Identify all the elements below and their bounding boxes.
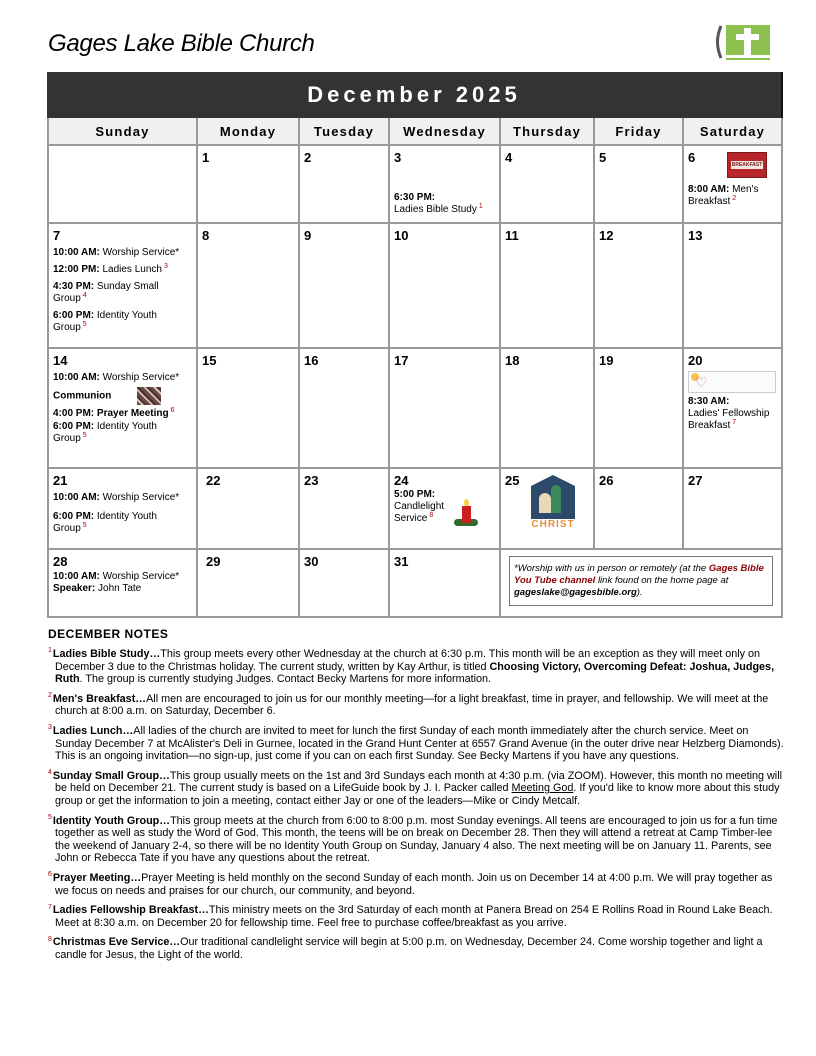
note-number: 1: [48, 647, 52, 655]
event-title: Worship Service*: [102, 372, 180, 383]
day-number: 10: [394, 228, 409, 243]
note-number: 5: [48, 813, 52, 821]
day-number: 5: [599, 150, 607, 165]
day-number: 15: [202, 353, 217, 368]
day-number: 20: [688, 353, 703, 368]
event-title: Prayer Meeting: [96, 408, 169, 419]
day-number: 26: [599, 473, 614, 488]
note-item: [48, 904, 788, 929]
event-title: Ladies Bible Study: [394, 204, 477, 215]
day-number: 17: [394, 353, 409, 368]
event: [53, 492, 192, 504]
day-number: 23: [304, 473, 319, 488]
event-time: 12:00 PM:: [53, 264, 100, 275]
event: [53, 511, 192, 535]
day-cell: [197, 468, 299, 549]
day-number: 27: [688, 473, 703, 488]
day-cell-empty: [48, 145, 197, 223]
event-title: Identity Youth Group: [53, 511, 157, 534]
event-title: Men's Breakfast: [688, 184, 759, 207]
note-item: [48, 693, 788, 718]
event-time: 6:00 PM:: [53, 511, 95, 522]
weekday-thursday: Thursday: [500, 118, 594, 145]
day-cell: [48, 468, 197, 549]
day-cell: [389, 468, 500, 549]
day-number: 6: [688, 150, 696, 165]
note-text: This group usually meets on the 1st and 3rd Sundays each month at 4:30 p.m. (via ZOOM). However, this month no meeting will be held on December 21. The current study is based on a LifeGuide book by J. I. Packer called: [55, 769, 783, 795]
event: [53, 571, 192, 583]
event: [53, 387, 192, 405]
footnote-ref: 4: [82, 291, 87, 299]
note-title: Ladies Bible Study…: [52, 648, 161, 660]
day-cell: [299, 145, 389, 223]
footnote-ref: 5: [82, 521, 87, 529]
day-cell: [389, 348, 500, 468]
event: [53, 372, 192, 384]
ladies-breakfast-image: [688, 371, 776, 393]
worship-note-text: *Worship with us in person or remotely (at the: [514, 563, 707, 574]
heart-icon: ♡: [695, 374, 708, 390]
event-time: 4:00 PM:: [53, 408, 95, 419]
weekday-sunday: Sunday: [48, 118, 197, 145]
footnote-ref: 1: [478, 202, 483, 210]
day-number: 14: [53, 353, 68, 368]
note-item: [48, 725, 788, 763]
event: [53, 421, 192, 445]
day-number: 24: [394, 473, 409, 488]
day-cell: [197, 549, 299, 617]
footnote-ref: 3: [163, 262, 168, 270]
day-cell: [500, 145, 594, 223]
worship-note-text: link found on the home page at: [597, 575, 729, 586]
day-number: 12: [599, 228, 614, 243]
nativity-image: [527, 475, 579, 535]
day-cell: [500, 468, 594, 549]
day-cell: [594, 348, 683, 468]
note-title: Christmas Eve Service…: [52, 936, 181, 949]
day-number: 16: [304, 353, 319, 368]
weekday-wednesday: Wednesday: [389, 118, 500, 145]
note-text: Prayer Meeting is held monthly on the second Sunday of each month. Join us on December 14 at 4:00 p.m. We will pray together as we focus on needs and praises for our church, our community, and beyond.: [55, 871, 773, 897]
nativity-image-label: CHRIST: [531, 519, 575, 530]
note-title: Ladies Fellowship Breakfast…: [52, 904, 209, 917]
note-text: All ladies of the church are invited to meet for lunch the first Sunday of each month immediately after the church service. Meet on Sunday December 7 at McAlister's Deli in Gurnee, located in the Grand Hunt Center at 6557 Grand Avenue (in the outer drive near Helzberg Diamonds). This is an ongoing invitation—no sign-up, just come if you can on each first Sunday. See Becky Martens if you have any questions.: [55, 724, 784, 763]
event-time: 6:00 PM:: [53, 310, 95, 321]
event-title: Ladies Lunch: [102, 264, 162, 275]
note-number: 4: [48, 769, 52, 777]
event: [53, 281, 192, 305]
candle-icon: [454, 499, 478, 531]
day-number: 31: [394, 554, 409, 569]
week-row: [48, 549, 782, 617]
event-time: 8:00 AM:: [688, 184, 730, 195]
event-title: Worship Service*: [102, 247, 180, 258]
note-text: Our traditional candlelight service will begin at 5:00 p.m. on Wednesday, December 24. Come worship together and light a candle for Jesus, the Light of the world.: [55, 936, 763, 961]
communion-image: [137, 387, 161, 405]
footnote-ref: 8: [429, 511, 434, 519]
event-time: 10:00 AM:: [53, 372, 100, 383]
day-cell: [299, 468, 389, 549]
weekday-tuesday: Tuesday: [299, 118, 389, 145]
day-cell: [594, 223, 683, 348]
day-number: 3: [394, 150, 402, 165]
event-time: 6:00 PM:: [53, 421, 95, 432]
event-title: Worship Service*: [102, 492, 180, 503]
email-link[interactable]: gageslake@gagesbible.org: [514, 587, 637, 598]
day-number: 21: [53, 473, 68, 488]
day-number: 7: [53, 228, 61, 243]
event-time: 6:30 PM:: [394, 192, 436, 203]
day-number: 18: [505, 353, 520, 368]
event-time: 5:00 PM:: [394, 489, 436, 500]
day-cell: [594, 145, 683, 223]
speaker-name: John Tate: [98, 583, 142, 594]
communion-label: Communion: [53, 390, 112, 402]
youtube-channel-link[interactable]: Gages Bible You Tube channel: [514, 563, 764, 586]
day-number: 8: [202, 228, 210, 243]
day-cell: [48, 549, 197, 617]
day-number: 22: [206, 473, 221, 488]
day-cell: [299, 223, 389, 348]
note-title: Sunday Small Group…: [52, 769, 170, 782]
event: [394, 489, 458, 525]
day-number: 28: [53, 554, 68, 569]
book-title: Choosing Victory, Overcoming Defeat: Joshua, Judges, Ruth: [55, 660, 775, 686]
footnote-ref: 6: [170, 406, 175, 414]
day-cell: [683, 223, 782, 348]
worship-note: [509, 556, 773, 606]
speaker: [53, 583, 192, 595]
day-cell: [197, 348, 299, 468]
note-number: 3: [48, 724, 52, 732]
weekday-friday: Friday: [594, 118, 683, 145]
note-number: 2: [48, 692, 52, 700]
note-number: 6: [48, 871, 52, 879]
day-number: 9: [304, 228, 312, 243]
day-number: 4: [505, 150, 513, 165]
day-number: 29: [206, 554, 221, 569]
note-item: [48, 648, 788, 686]
note-text: This ministry meets on the 3rd Saturday of each month at Panera Bread on 254 E Rollins Road in Round Lake Beach. Meet at 8:30 a.m. on December 20 for fellowship time. Feel free to purchase coffee/breakfast as you arrive.: [55, 904, 773, 929]
day-number: 2: [304, 150, 312, 165]
event: [53, 310, 192, 334]
day-cell: [594, 468, 683, 549]
note-number: 7: [48, 903, 52, 911]
event-time: 4:30 PM:: [53, 281, 95, 292]
event: [53, 247, 192, 259]
day-cell: [48, 348, 197, 468]
note-title: Identity Youth Group…: [52, 814, 171, 827]
calendar-grid: [47, 118, 783, 618]
day-cell: [197, 223, 299, 348]
event: [688, 184, 777, 208]
weekday-header-row: [48, 118, 782, 145]
footnote-ref: 5: [82, 431, 87, 439]
event-title: Worship Service*: [102, 571, 180, 582]
day-cell: [299, 549, 389, 617]
day-cell: [389, 549, 500, 617]
week-row: [48, 145, 782, 223]
event: [688, 396, 777, 432]
note-text: This group meets at the church from 6:00 to 8:00 p.m. most Sunday evenings. All teens are encouraged to join us for a fun time together as well as study the Word of God. This month, the teens will be on break on December 28. Then they will attend a retreat at Camp Timber-lee the weekend of January 2-4, so there will be no Identity Youth Group on Sunday, January 4 also. The next meeting will be on January 11. Parents, see John or Rebecca Tate if you have any questions about the retreat.: [55, 814, 778, 865]
day-number: 25: [505, 473, 520, 488]
day-cell: [299, 348, 389, 468]
note-title: Prayer Meeting…: [52, 871, 142, 884]
note-number: 8: [48, 935, 52, 943]
calendar-title: December 2025: [47, 72, 781, 118]
speaker-label: Speaker:: [53, 583, 96, 594]
day-cell: [197, 145, 299, 223]
day-number: 19: [599, 353, 614, 368]
note-text: . If you'd like to know more about this study group or get the information to join a meeting, contact either Jay or one of the leaders—Mike or Cindy Metcalf.: [55, 782, 780, 807]
day-cell: [389, 145, 500, 223]
day-cell: [683, 348, 782, 468]
day-number: 30: [304, 554, 319, 569]
event-time: 10:00 AM:: [53, 247, 100, 258]
event-title: Identity Youth Group: [53, 310, 157, 333]
note-text: All men are encouraged to join us for our monthly meeting—for a light breakfast, time in prayer, and fellowship. We will meet at the church at 8:00 a.m. on Saturday, December 6.: [55, 692, 769, 718]
note-text: This group meets every other Wednesday at the church at 6:30 p.m. This month will be an exception as they will meet only on December 3 due to the Christmas holiday. The current study, written by Kay Arthur, is titled: [55, 648, 761, 673]
event-title: Sunday Small Group: [53, 281, 159, 304]
notes-heading: DECEMBER NOTES: [48, 627, 169, 641]
week-row: [48, 348, 782, 468]
day-number: 11: [505, 228, 519, 243]
breakfast-image-label: BREAKFAST: [731, 162, 763, 168]
note-title: Men's Breakfast…: [52, 692, 147, 705]
calendar: [47, 72, 783, 618]
note-item: [48, 936, 788, 961]
footnote-ref: 2: [732, 194, 737, 202]
breakfast-image: [727, 152, 767, 178]
day-cell: [683, 468, 782, 549]
event-title: Identity Youth Group: [53, 421, 157, 444]
note-text: . The group is currently studying Judges. Contact Becky Martens for more information.: [79, 673, 492, 686]
note-title: Ladies Lunch…: [52, 724, 134, 737]
event-time: 8:30 AM:: [688, 396, 730, 407]
footnote-ref: 7: [732, 418, 737, 426]
church-name: Gages Lake Bible Church: [48, 30, 315, 57]
note-item: [48, 770, 788, 808]
day-cell: [48, 223, 197, 348]
december-notes: [48, 627, 788, 968]
day-cell: [500, 348, 594, 468]
worship-note-text: ).: [636, 587, 643, 598]
day-cell: [683, 145, 782, 223]
note-item: [48, 815, 788, 865]
event-title: Ladies' Fellowship Breakfast: [688, 408, 770, 431]
day-number: 13: [688, 228, 703, 243]
book-title: Meeting God: [511, 782, 574, 795]
note-item: [48, 872, 788, 897]
day-number: 1: [202, 150, 210, 165]
day-cell: [389, 223, 500, 348]
day-cell: [500, 223, 594, 348]
church-logo-icon: [712, 22, 772, 62]
event-time: 10:00 AM:: [53, 571, 100, 582]
event: [394, 192, 495, 216]
event: [53, 408, 192, 420]
event: [53, 264, 192, 276]
event-time: 10:00 AM:: [53, 492, 100, 503]
weekday-saturday: Saturday: [683, 118, 782, 145]
footnote-ref: 5: [82, 320, 87, 328]
worship-note-cell: [500, 549, 782, 617]
weekday-monday: Monday: [197, 118, 299, 145]
event-title: Candlelight Service: [394, 501, 445, 524]
week-row: [48, 223, 782, 348]
week-row: [48, 468, 782, 549]
